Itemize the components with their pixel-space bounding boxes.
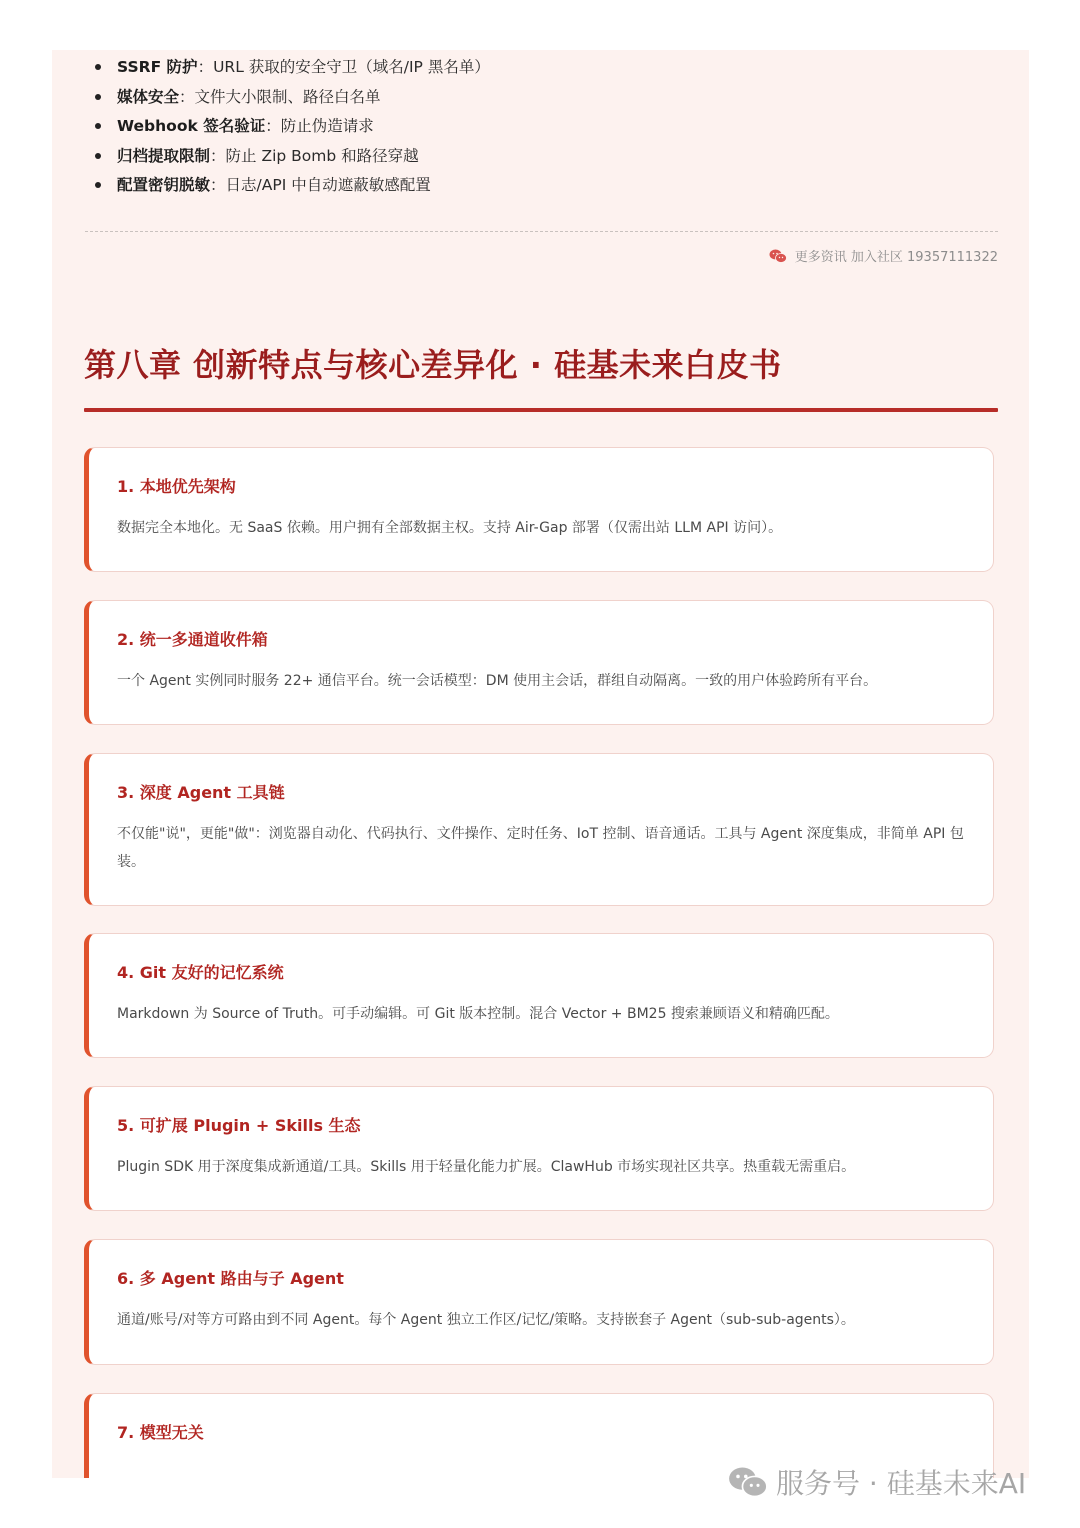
feature-card xyxy=(84,1239,994,1365)
bullet-dot-icon xyxy=(95,64,101,70)
feature-card-title: 3. 深度 Agent 工具链 xyxy=(117,783,285,802)
bullet-dot-icon xyxy=(95,153,101,159)
document-page xyxy=(52,50,1029,1478)
wechat-icon xyxy=(728,1466,768,1498)
title-underline xyxy=(84,408,998,412)
list-item-separator: ： xyxy=(265,117,281,135)
service-account-watermark xyxy=(728,1462,1026,1502)
bullet-dot-icon xyxy=(95,123,101,129)
feature-card-title: 4. Git 友好的记忆系统 xyxy=(117,963,284,982)
feature-card-title: 5. 可扩展 Plugin + Skills 生态 xyxy=(117,1116,361,1135)
feature-card xyxy=(84,600,994,725)
feature-card xyxy=(84,1086,994,1211)
list-item xyxy=(94,143,490,173)
list-item xyxy=(94,113,490,143)
feature-card-body: 通道/账号/对等方可路由到不同 Agent。每个 Agent 独立工作区/记忆/策略。支持嵌套子 Agent（sub-sub-agents）。 xyxy=(117,1312,855,1328)
list-item-desc: 文件大小限制、路径白名单 xyxy=(194,87,381,106)
list-item-separator: ： xyxy=(179,87,195,106)
security-feature-list xyxy=(94,54,490,202)
chapter-title: 第八章 创新特点与核心差异化 · 硅基未来白皮书 xyxy=(84,346,782,384)
watermark-text: 服务号 · 硅基未来AI xyxy=(776,1467,1027,1500)
list-item-desc: 日志/API 中自动遮蔽敏感配置 xyxy=(225,176,431,194)
feature-card-title: 6. 多 Agent 路由与子 Agent xyxy=(117,1269,344,1288)
feature-card-body: Markdown 为 Source of Truth。可手动编辑。可 Git 版本控制。混合 Vector + BM25 搜索兼顾语义和精确匹配。 xyxy=(117,1006,839,1022)
list-item-separator: ： xyxy=(210,146,226,165)
list-item-term: 配置密钥脱敏 xyxy=(117,176,211,194)
list-item xyxy=(94,172,490,202)
feature-card-title: 1. 本地优先架构 xyxy=(117,477,236,496)
list-item-term: Webhook 签名验证 xyxy=(117,117,266,135)
list-item-separator: ： xyxy=(210,176,226,194)
community-footer xyxy=(769,246,998,265)
feature-card xyxy=(84,753,994,906)
list-item-term: 媒体安全 xyxy=(117,87,180,106)
list-item-desc: 防止 Zip Bomb 和路径穿越 xyxy=(225,146,419,165)
feature-card-title: 2. 统一多通道收件箱 xyxy=(117,630,268,649)
feature-card-body: 数据完全本地化。无 SaaS 依赖。用户拥有全部数据主权。支持 Air-Gap 部署（仅需出站 LLM API 访问）。 xyxy=(117,520,783,536)
community-text: 更多资讯 加入社区 19357111322 xyxy=(794,250,998,265)
bullet-dot-icon xyxy=(95,94,101,100)
list-item-term: SSRF 防护 xyxy=(117,58,198,76)
feature-card-body: Plugin SDK 用于深度集成新通道/工具。Skills 用于轻量化能力扩展。ClawHub 市场实现社区共享。热重载无需重启。 xyxy=(117,1159,856,1175)
list-item-separator: ： xyxy=(197,58,214,76)
wechat-icon xyxy=(769,249,787,263)
feature-card xyxy=(84,933,994,1058)
list-item-term: 归档提取限制 xyxy=(117,146,211,165)
feature-card-title: 7. 模型无关 xyxy=(117,1423,204,1442)
feature-card xyxy=(84,447,994,572)
section-divider xyxy=(85,231,998,232)
list-item-desc: 防止伪造请求 xyxy=(280,117,374,135)
feature-card-body: 不仅能"说"，更能"做"：浏览器自动化、代码执行、文件操作、定时任务、IoT 控制、语音通话。工具与 Agent 深度集成，非简单 API 包装。 xyxy=(117,826,964,870)
list-item-desc: URL 获取的安全守卫（域名/IP 黑名单） xyxy=(213,58,490,76)
bullet-dot-icon xyxy=(95,182,101,188)
list-item xyxy=(94,84,490,114)
list-item xyxy=(94,54,490,84)
feature-card-body: 一个 Agent 实例同时服务 22+ 通信平台。统一会话模型：DM 使用主会话，群组自动隔离。一致的用户体验跨所有平台。 xyxy=(117,673,878,689)
